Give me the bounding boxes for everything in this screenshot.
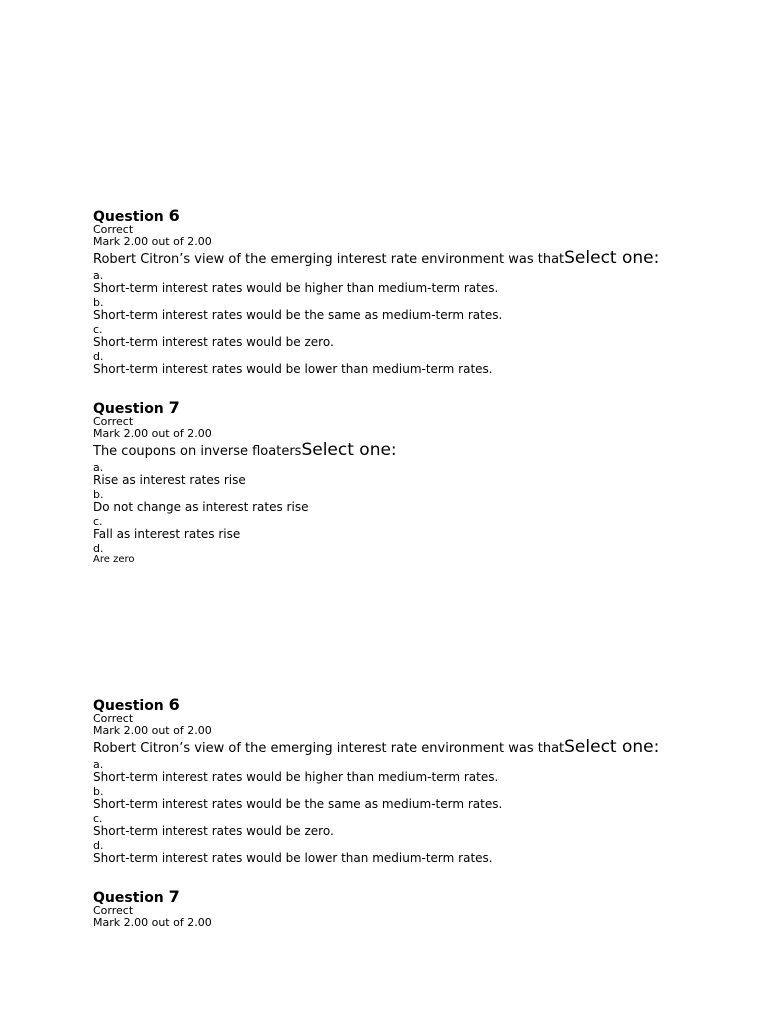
option-letter: a. — [93, 461, 104, 474]
option-letter: b. — [93, 785, 104, 798]
answer-option[interactable]: Short-term interest rates would be zero. — [93, 824, 334, 838]
question-status: Correct — [93, 223, 134, 236]
question-block — [93, 208, 733, 376]
question-block — [93, 697, 733, 865]
question-number: 6 — [168, 695, 180, 714]
answer-option[interactable]: Short-term interest rates would be lower than medium-term rates. — [93, 851, 493, 865]
question-stem — [93, 250, 733, 268]
answer-option[interactable]: Short-term interest rates would be higher than medium-term rates. — [93, 770, 499, 784]
question-status: Correct — [93, 415, 134, 428]
question-title — [93, 208, 733, 224]
question-stem — [93, 739, 733, 757]
question-block — [93, 889, 733, 929]
option-letter: c. — [93, 812, 103, 825]
option-letter: b. — [93, 488, 104, 501]
question-mark: Mark 2.00 out of 2.00 — [93, 235, 212, 248]
answer-option[interactable]: Short-term interest rates would be the same as medium-term rates. — [93, 797, 503, 811]
question-label: Question — [93, 209, 164, 225]
question-number: 7 — [168, 398, 180, 417]
question-text: The coupons on inverse floaters — [93, 444, 302, 459]
answer-option[interactable]: Short-term interest rates would be zero. — [93, 335, 334, 349]
question-number: 7 — [168, 887, 180, 906]
answer-option[interactable]: Short-term interest rates would be higher than medium-term rates. — [93, 281, 499, 295]
answer-option[interactable]: Rise as interest rates rise — [93, 473, 246, 487]
option-letter: d. — [93, 542, 104, 555]
question-label: Question — [93, 401, 164, 417]
question-text: Robert Citron’s view of the emerging interest rate environment was that — [93, 741, 565, 756]
question-title — [93, 889, 733, 905]
question-block — [93, 400, 733, 566]
option-letter: d. — [93, 350, 104, 363]
answer-option[interactable]: Do not change as interest rates rise — [93, 500, 309, 514]
question-mark: Mark 2.00 out of 2.00 — [93, 724, 212, 737]
option-letter: c. — [93, 323, 103, 336]
option-letter: d. — [93, 839, 104, 852]
answer-option[interactable]: Are zero — [93, 554, 135, 565]
question-status: Correct — [93, 904, 134, 917]
option-letter: c. — [93, 515, 103, 528]
select-one-prompt: Select one: — [564, 248, 660, 268]
select-one-prompt: Select one: — [301, 440, 397, 460]
answer-option[interactable]: Short-term interest rates would be lower than medium-term rates. — [93, 362, 493, 376]
option-letter: a. — [93, 269, 104, 282]
question-label: Question — [93, 698, 164, 714]
question-text: Robert Citron’s view of the emerging interest rate environment was that — [93, 252, 565, 267]
question-title — [93, 697, 733, 713]
option-letter: b. — [93, 296, 104, 309]
answer-option[interactable]: Fall as interest rates rise — [93, 527, 241, 541]
question-title — [93, 400, 733, 416]
question-label: Question — [93, 890, 164, 906]
question-mark: Mark 2.00 out of 2.00 — [93, 916, 212, 929]
answer-option[interactable]: Short-term interest rates would be the same as medium-term rates. — [93, 308, 503, 322]
question-stem — [93, 442, 733, 460]
question-status: Correct — [93, 712, 134, 725]
select-one-prompt: Select one: — [564, 737, 660, 757]
question-mark: Mark 2.00 out of 2.00 — [93, 427, 212, 440]
question-number: 6 — [168, 206, 180, 225]
option-letter: a. — [93, 758, 104, 771]
